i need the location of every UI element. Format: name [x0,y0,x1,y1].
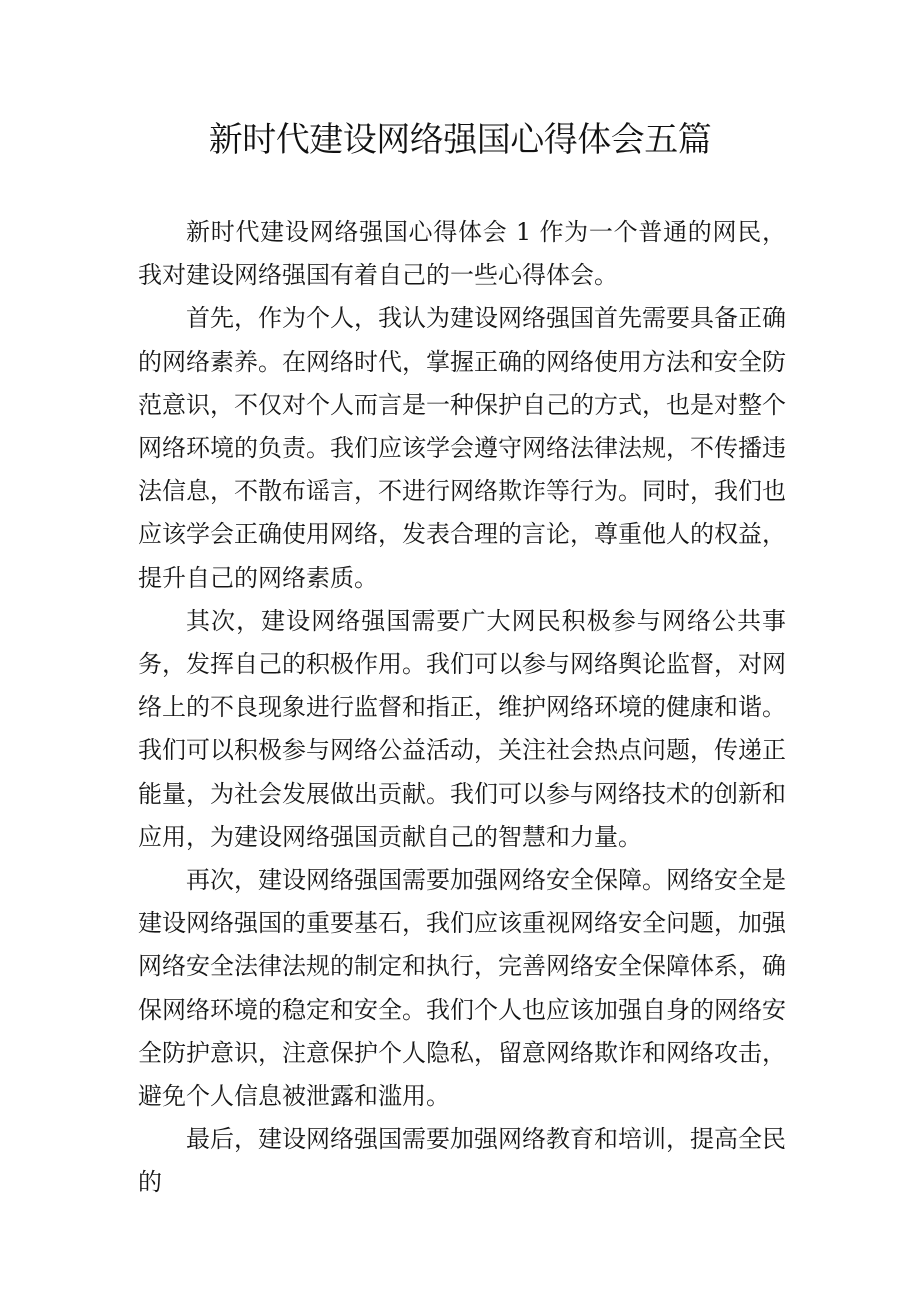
document-body [138,211,786,1205]
paragraph-first: 首先，作为个人，我认为建设网络强国首先需要具备正确的网络素养。在网络时代，掌握正确的网络使用方法和安全防范意识，不仅对个人而言是一种保护自己的方式，也是对整个网络环境的负责。我们应该学会遵守网络法律法规，不传播违法信息，不散布谣言，不进行网络欺诈等行为。同时，我们也应该学会正确使用网络，发表合理的言论，尊重他人的权益，提升自己的网络素质。 [138,304,786,592]
paragraph-intro: 新时代建设网络强国心得体会 1 作为一个普通的网民，我对建设网络强国有着自己的一些心得体会。 [138,218,786,290]
paragraph-last: 最后，建设网络强国需要加强网络教育和培训，提高全民的 [138,1125,786,1197]
paragraph-third: 再次，建设网络强国需要加强网络安全保障。网络安全是建设网络强国的重要基石，我们应该重视网络安全问题，加强网络安全法律法规的制定和执行，完善网络安全保障体系，确保网络环境的稳定和安全。我们个人也应该加强自身的网络安全防护意识，注意保护个人隐私，留意网络欺诈和网络攻击，避免个人信息被泄露和滥用。 [138,866,786,1111]
document-title: 新时代建设网络强国心得体会五篇 [208,120,712,160]
paragraph-second: 其次，建设网络强国需要广大网民积极参与网络公共事务，发挥自己的积极作用。我们可以参与网络舆论监督，对网络上的不良现象进行监督和指正，维护网络环境的健康和谐。我们可以积极参与网络公益活动，关注社会热点问题，传递正能量，为社会发展做出贡献。我们可以参与网络技术的创新和应用，为建设网络强国贡献自己的智慧和力量。 [138,606,786,851]
